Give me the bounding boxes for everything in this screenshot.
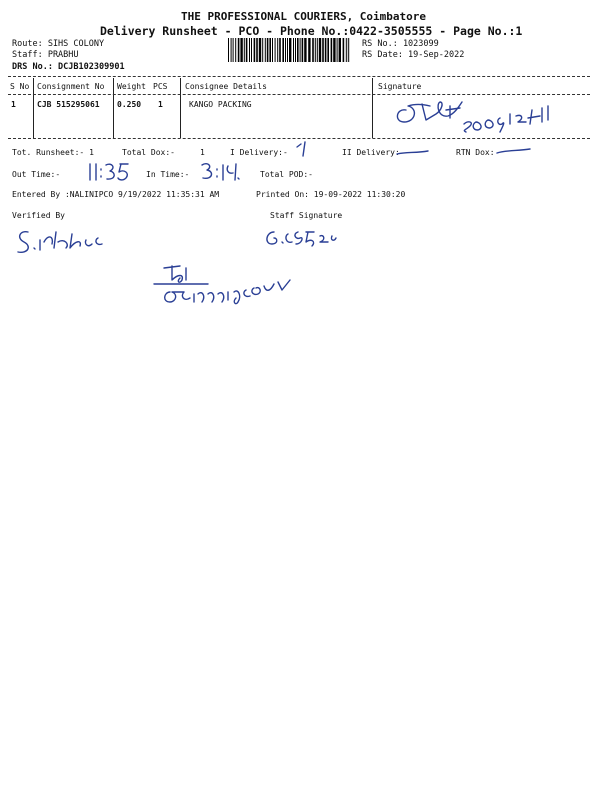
col-divider — [33, 78, 34, 138]
printed-on: Printed On: 19-09-2022 11:30:20 — [256, 190, 406, 199]
out-time-label: Out Time:- — [12, 170, 61, 179]
verified-by-signature — [14, 224, 110, 258]
header-consignment: Consignment No — [37, 82, 105, 91]
header-signature: Signature — [378, 82, 422, 91]
table-bottom-rule — [8, 138, 590, 139]
rtn-dox: RTN Dox: — [456, 148, 495, 157]
table-top-rule — [8, 76, 590, 77]
row-pcs: 1 — [158, 100, 163, 109]
col-divider — [180, 78, 181, 138]
out-time-handwritten — [86, 160, 130, 184]
rtn-dox-dash — [496, 147, 532, 157]
row-weight: 0.250 — [117, 100, 142, 109]
row-consignment: CJB 515295061 — [37, 100, 100, 109]
row-consignee: KANGO PACKING — [189, 100, 252, 109]
staff-signature-label: Staff Signature — [270, 211, 343, 220]
row-sno: 1 — [11, 100, 16, 109]
total-dox-value: 1 — [200, 148, 205, 157]
rs-date: RS Date: 19-Sep-2022 — [362, 50, 465, 60]
runsheet-subtitle: Delivery Runsheet - PCO - Phone No.:0422-3505555 - Page No.:1 — [100, 24, 523, 38]
second-delivery: II Delivery: — [342, 148, 400, 157]
header-pcs: PCS — [153, 82, 168, 91]
header-sno: S No — [10, 82, 30, 91]
col-divider — [113, 78, 114, 138]
barcode-image — [228, 38, 350, 62]
first-delivery: I Delivery:- — [230, 148, 288, 157]
drs-number: DRS No.: DCJB102309901 — [12, 62, 125, 72]
staff-signature — [262, 224, 342, 252]
route-label: Route: SIHS COLONY — [12, 39, 105, 49]
authorizing-signature — [150, 262, 310, 308]
first-delivery-handwritten — [294, 140, 314, 160]
header-weight: Weight — [117, 82, 146, 91]
total-pod: Total POD:- — [260, 170, 313, 179]
total-dox-label: Total Dox:- — [122, 148, 175, 157]
rs-number: RS No.: 1023099 — [362, 39, 439, 49]
tot-runsheet: Tot. Runsheet:- 1 — [12, 148, 94, 157]
receiver-signature — [392, 96, 562, 140]
col-divider — [372, 78, 373, 138]
staff-label: Staff: PRABHU — [12, 50, 79, 60]
table-header-rule — [8, 94, 590, 95]
header-consignee: Consignee Details — [185, 82, 267, 91]
company-title: THE PROFESSIONAL COURIERS, Coimbatore — [181, 10, 427, 23]
in-time-label: In Time:- — [146, 170, 190, 179]
entered-by: Entered By :NALINIPCO 9/19/2022 11:35:31 AM — [12, 190, 220, 199]
in-time-handwritten — [198, 160, 242, 184]
second-delivery-dash — [396, 148, 430, 158]
verified-by-label: Verified By — [12, 211, 65, 220]
